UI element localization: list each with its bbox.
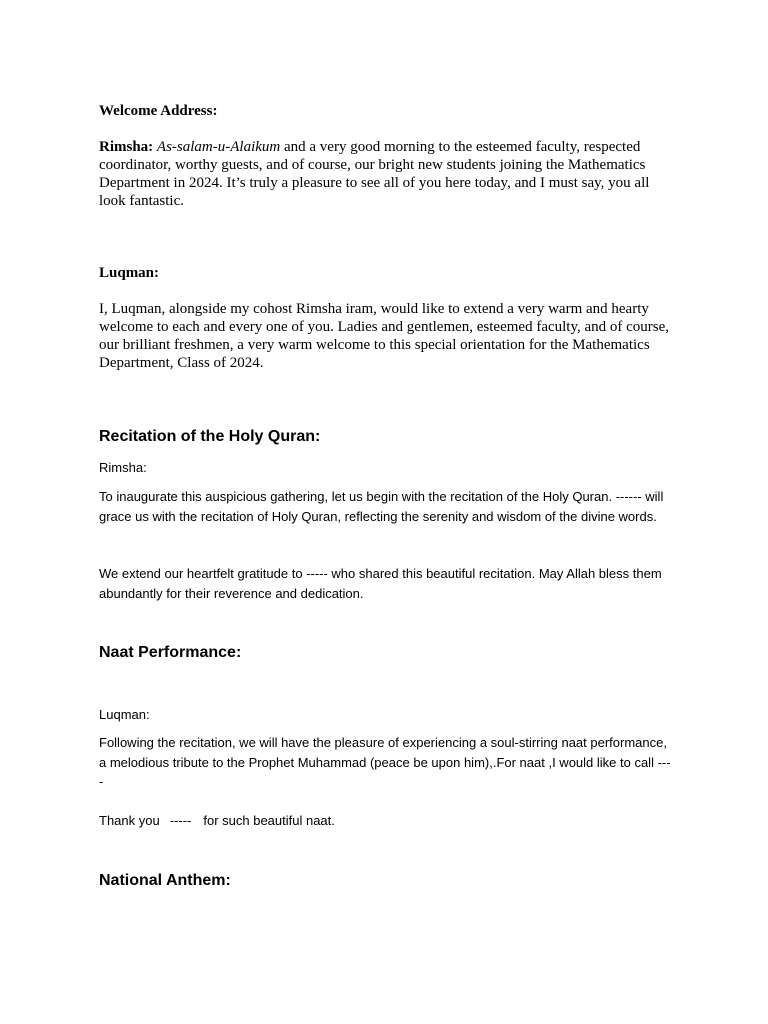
naat-speaker: Luqman:: [99, 707, 150, 722]
welcome-heading: Welcome Address:: [99, 103, 218, 119]
recitation-heading: Recitation of the Holy Quran:: [99, 428, 321, 445]
recitation-paragraph-2: We extend our heartfelt gratitude to ----- who shared this beautiful recitation. May Allah bless them abundantly for their reverence and dedication.: [99, 566, 662, 601]
welcome-speaker: Rimsha:: [99, 139, 154, 155]
naat-heading: Naat Performance:: [99, 644, 242, 661]
recitation-paragraph-1: To inaugurate this auspicious gathering, let us begin with the recitation of the Holy Quran. ------ will grace us with the recitation of Holy Quran, reflecting the serenity and wisdom of the divine words.: [99, 489, 664, 524]
naat-thanks: [99, 811, 674, 831]
welcome-greeting: As-salam-u-Alaikum: [156, 139, 281, 155]
naat-thanks-blank: -----: [169, 813, 192, 828]
luqman-intro-paragraph: I, Luqman, alongside my cohost Rimsha iram, would like to extend a very warm and hearty welcome to each and every one of you. Ladies and gentlemen, esteemed faculty, and of course, our brilliant freshmen, a very warm welcome to this special orientation for the Mathematics Department, Class of 2024.: [99, 301, 670, 371]
anthem-heading: National Anthem:: [99, 872, 231, 889]
naat-paragraph: Following the recitation, we will have the pleasure of experiencing a soul-stirring naat performance, a melodious tribute to the Prophet Muhammad (peace be upon him),.For naat ,I would like to call ----: [99, 735, 671, 789]
luqman-heading: Luqman:: [99, 265, 160, 281]
naat-thanks-prefix: Thank you: [99, 813, 160, 828]
recitation-speaker: Rimsha:: [99, 460, 147, 475]
welcome-text: and a very good morning to the esteemed faculty, respected coordinator, worthy guests, and of course, our bright new students joining the Mathematics Department in 2024. It’s truly a pleasure to see all of you here today, and I must say, you all look fantastic.: [99, 139, 650, 209]
welcome-paragraph: [99, 138, 674, 210]
naat-thanks-suffix: for such beautiful naat.: [203, 813, 335, 828]
